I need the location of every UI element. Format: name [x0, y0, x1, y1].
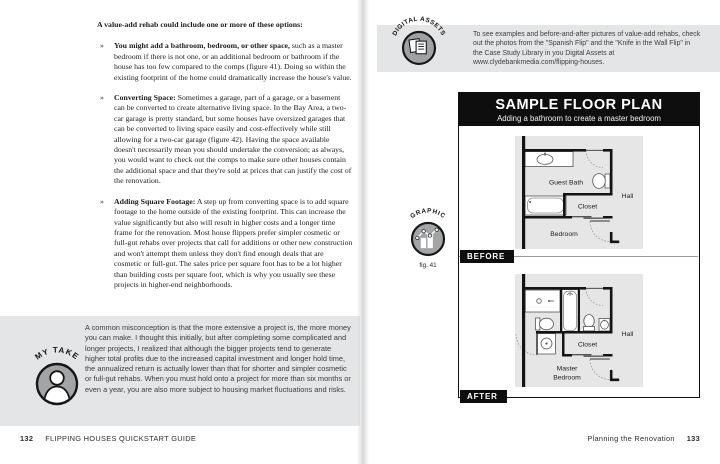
svg-text:GRAPHIC [409, 208, 447, 221]
shower-icon [538, 334, 556, 355]
bullet-marker: » [100, 196, 104, 206]
page-gutter [357, 0, 369, 464]
page-footer-left [20, 434, 196, 443]
documents-icon [409, 39, 426, 54]
room-label-bedroom: Bedroom [553, 374, 581, 382]
bullet-body: Sometimes a garage, part of a garage, or a basement can be converted to create alternative living space. In the Bay Area, a two-car garage is pretty standard, but some houses have oversized garages that can be converted to living space easily and cost-effectively while still allowing for a two-car garage (figure 42). Having the space available doesn't necessarily mean you should undertake the conversion; as always, you would want to check out the comps to make sure other houses contain the additional space and that they're sold at prices that can justify the cost of the renovation. [114, 93, 352, 186]
vanity-icon [525, 290, 560, 312]
page-number: 132 [20, 434, 34, 443]
my-take-badge [19, 343, 95, 419]
bullet-text [114, 41, 353, 83]
digital-assets-badge [388, 15, 450, 77]
toilet-icon [584, 315, 595, 331]
room-label-bedroom: Bedroom [550, 231, 578, 238]
room-label-master: Master [556, 365, 578, 373]
bullet-text [114, 197, 353, 291]
room-label-closet: Closet [577, 341, 598, 349]
toilet-icon [593, 174, 610, 189]
sink-icon [599, 319, 610, 332]
page-number: 133 [686, 434, 700, 443]
bathtub-icon [562, 290, 578, 333]
bullet-item [97, 197, 353, 291]
before-tab: BEFORE [460, 250, 514, 263]
vanity-sink-icon [525, 152, 573, 167]
floor-plan-after [515, 274, 643, 387]
room-label-guest-bath: Guest Bath [548, 179, 584, 187]
chapter-title: Planning the Renovation [587, 434, 675, 443]
book-title: FLIPPING HOUSES QUICKSTART GUIDE [45, 434, 197, 443]
figure-subtitle: Adding a bathroom to create a master bedroom [497, 114, 661, 123]
bullet-item [97, 93, 353, 187]
bullet-body: such as a master bedroom if there is not one, or an additional bedroom or bathroom if the house has too few compared to the comps (figure 41). Doing so within the existing footprint of the home could dramatically increase the house's value. [114, 41, 352, 82]
room-label-hall: Hall [621, 331, 634, 338]
figure-caption: fig. 41 [419, 262, 437, 269]
my-take-badge-label: MY TAKE [33, 345, 81, 362]
room-label-closet: Closet [577, 203, 598, 211]
figure-title: SAMPLE FLOOR PLAN [495, 97, 663, 113]
bullet-marker: » [100, 93, 104, 103]
toilet-icon [536, 318, 554, 330]
figure-title-bar [459, 93, 699, 126]
page-footer-right [587, 434, 700, 443]
bullet-body: A step up from converting space is to add square footage to the home outside of the existing footprint. This can increase the value significantly but also will result in higher costs and a longer time frame for the renovation. Most house flippers prefer simpler cosmetic or full-gut rehabs over projects that call for additions or other new construction and won't attempt them unless they don't find enough deals that are cosmetic or full-gut. The sales price per square foot has to be a lot higher than building costs per square foot, which is why you usually see these projects in higher-end neighborhoods. [114, 196, 353, 289]
bullet-text [114, 93, 353, 187]
graphic-badge-label: GRAPHIC [409, 207, 447, 221]
bullet-lead: Adding Square Footage: [114, 196, 196, 206]
body-column [97, 20, 353, 300]
bathtub-icon [525, 196, 566, 215]
room-label-hall: Hall [621, 193, 634, 200]
bullet-lead: Converting Space: [114, 93, 176, 103]
digital-assets-badge-label: DIGITAL ASSETS [391, 15, 447, 38]
intro-paragraph: A value-add rehab could include one or more of these options: [97, 20, 303, 29]
bullet-item [97, 41, 353, 83]
bullet-lead: You might add a bathroom, bedroom, or other space, [114, 41, 290, 51]
digital-assets-text: To see examples and before-and-after pictures of value-add rehabs, check out the photos from the "Spanish Flip" and the "Knife in the Wall Flip" in the Case Study Library in you Digital Assets at www.clydebankmedia.com/flipping-houses. [473, 31, 701, 67]
figure-frame [458, 92, 700, 401]
svg-text:MY TAKE [33, 345, 81, 361]
callout-text: A common misconception is that the more extensive a project is, the more money you can make. I thought this initially, but after completing some complicated and longer projects, I realized that although the bigger projects tend to generate higher total profits due to the increased capital investment and longer hold time, the annualized return is actually lower than that for shorter and simpler cosmetic or full-gut rehabs. When you must hold onto a project for more than six months or even a year, you are also more subject to housing market fluctuations and risks. [85, 323, 351, 394]
graphic-badge [397, 206, 459, 268]
floor-plan-before [515, 136, 643, 249]
bullet-marker: » [100, 41, 104, 51]
after-tab: AFTER [460, 390, 507, 403]
